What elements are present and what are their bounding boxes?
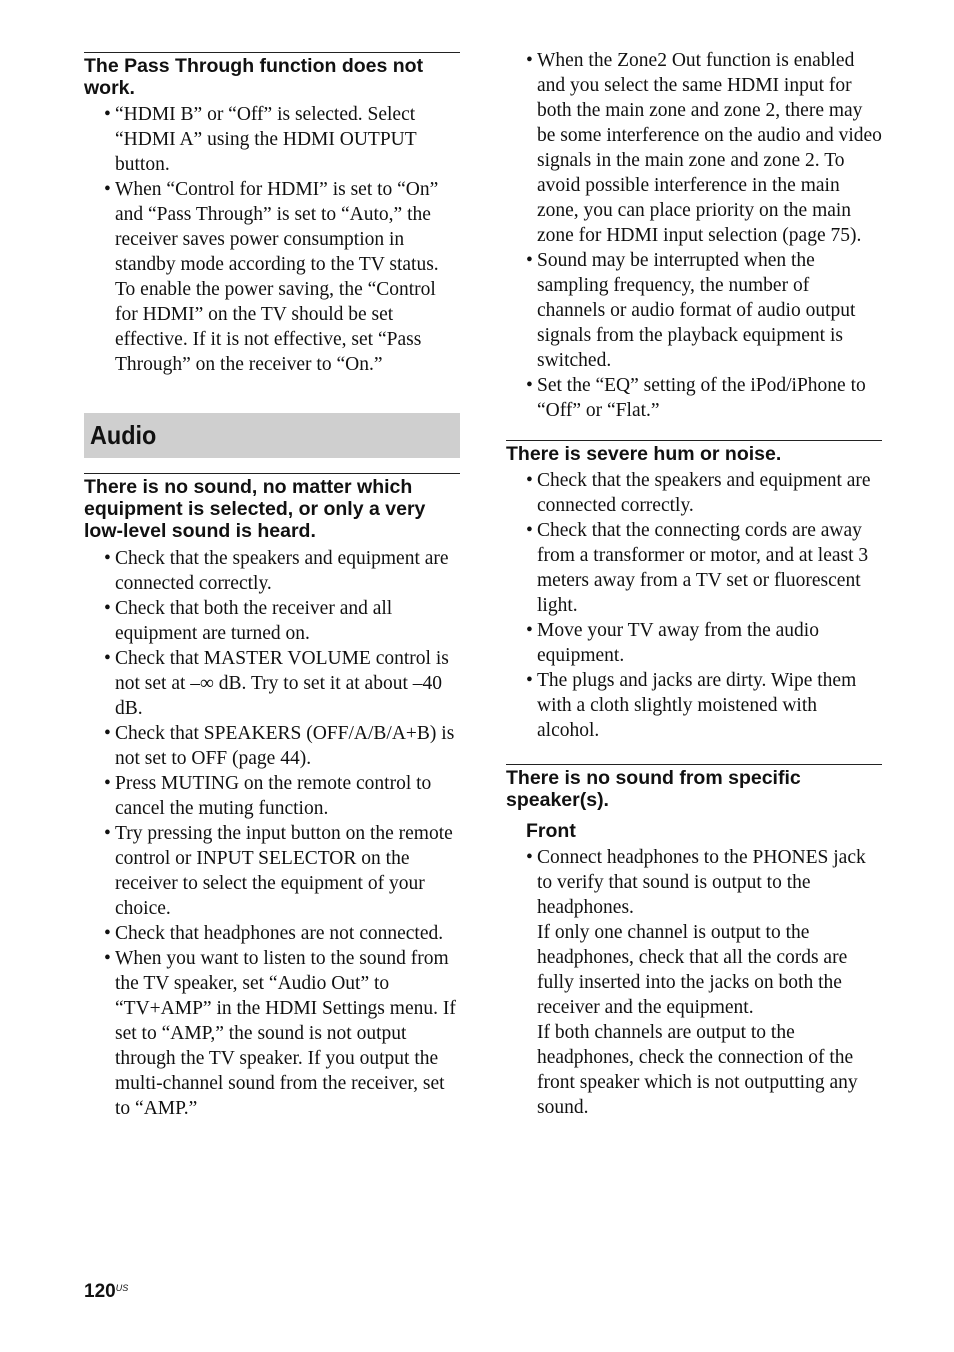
list-item: • The plugs and jacks are dirty. Wipe them with a cloth slightly moistened with alcohol. <box>506 668 882 743</box>
section-title: Audio <box>90 420 157 450</box>
no-sound-section <box>84 473 460 1121</box>
list-item <box>506 845 882 1120</box>
list-item: • Check that headphones are not connected. <box>84 921 460 946</box>
page-number-value: 120 <box>84 1281 116 1302</box>
front-subheading: Front <box>526 820 576 842</box>
list-item: • Press MUTING on the remote control to cancel the muting function. <box>84 771 460 821</box>
list-item: • Check that MASTER VOLUME control is not set at –∞ dB. Try to set it at about –40 dB. <box>84 646 460 721</box>
front-item-line: If both channels are output to the headphones, check the connection of the front speaker which is not outputting any sound. <box>537 1022 858 1118</box>
list-item: • When “Control for HDMI” is set to “On” and “Pass Through” is set to “Auto,” the receiver saves power consumption in standby mode according to the TV status. To enable the power saving, the “Control for HDMI” on the TV should be set effective. If it is not effective, set “Pass Through” on the receiver to “On.” <box>84 177 460 377</box>
list-item: • Set the “EQ” setting of the iPod/iPhone to “Off” or “Flat.” <box>506 373 882 423</box>
hum-list <box>506 468 882 743</box>
list-item: • When the Zone2 Out function is enabled and you select the same HDMI input for both the main zone and zone 2, there may be some interference on the audio and video signals in the main zone and zone 2. To avoid possible interference in the main zone, you can place priority on the main zone for HDMI input selection (page 75). <box>506 48 882 248</box>
list-item: • “HDMI B” or “Off” is selected. Select “HDMI A” using the HDMI OUTPUT button. <box>84 102 460 177</box>
list-item: • Move your TV away from the audio equipment. <box>506 618 882 668</box>
section-banner <box>84 413 460 458</box>
no-sound-list <box>84 546 460 1121</box>
pass-through-section <box>84 52 460 377</box>
no-sound-heading: There is no sound, no matter which equipment is selected, or only a very low-level sound is heard. <box>84 473 460 542</box>
page-region: US <box>115 1283 129 1293</box>
front-item-line: If only one channel is output to the headphones, check that all the cords are fully inserted into the jacks on both the receiver and the equipment. <box>537 922 848 1018</box>
front-item-line: Connect headphones to the PHONES jack to verify that sound is output to the headphones. <box>537 847 866 918</box>
list-item: • Check that SPEAKERS (OFF/A/B/A+B) is not set to OFF (page 44). <box>84 721 460 771</box>
list-item: • When you want to listen to the sound from the TV speaker, set “Audio Out” to “TV+AMP” in the HDMI Settings menu. If set to “AMP,” the sound is not output through the TV speaker. If you output the multi-channel sound from the receiver, set to “AMP.” <box>84 946 460 1121</box>
page-number <box>84 1281 128 1303</box>
list-item: • Check that the speakers and equipment are connected correctly. <box>506 468 882 518</box>
pass-through-list <box>84 102 460 377</box>
list-item: • Try pressing the input button on the remote control or INPUT SELECTOR on the receiver to select the equipment of your choice. <box>84 821 460 921</box>
hum-heading: There is severe hum or noise. <box>506 440 882 465</box>
list-item: • Check that the connecting cords are away from a transformer or motor, and at least 3 meters away from a TV set or fluorescent light. <box>506 518 882 618</box>
continued-list <box>506 48 882 423</box>
specific-speaker-section <box>506 764 882 1120</box>
pass-through-heading: The Pass Through function does not work. <box>84 52 460 99</box>
front-list <box>506 845 882 1120</box>
hum-section <box>506 440 882 743</box>
list-item: • Check that both the receiver and all equipment are turned on. <box>84 596 460 646</box>
list-item: • Sound may be interrupted when the sampling frequency, the number of channels or audio format of audio output signals from the playback equipment is switched. <box>506 248 882 373</box>
list-item: • Check that the speakers and equipment are connected correctly. <box>84 546 460 596</box>
specific-speaker-heading: There is no sound from specific speaker(s). <box>506 764 882 811</box>
